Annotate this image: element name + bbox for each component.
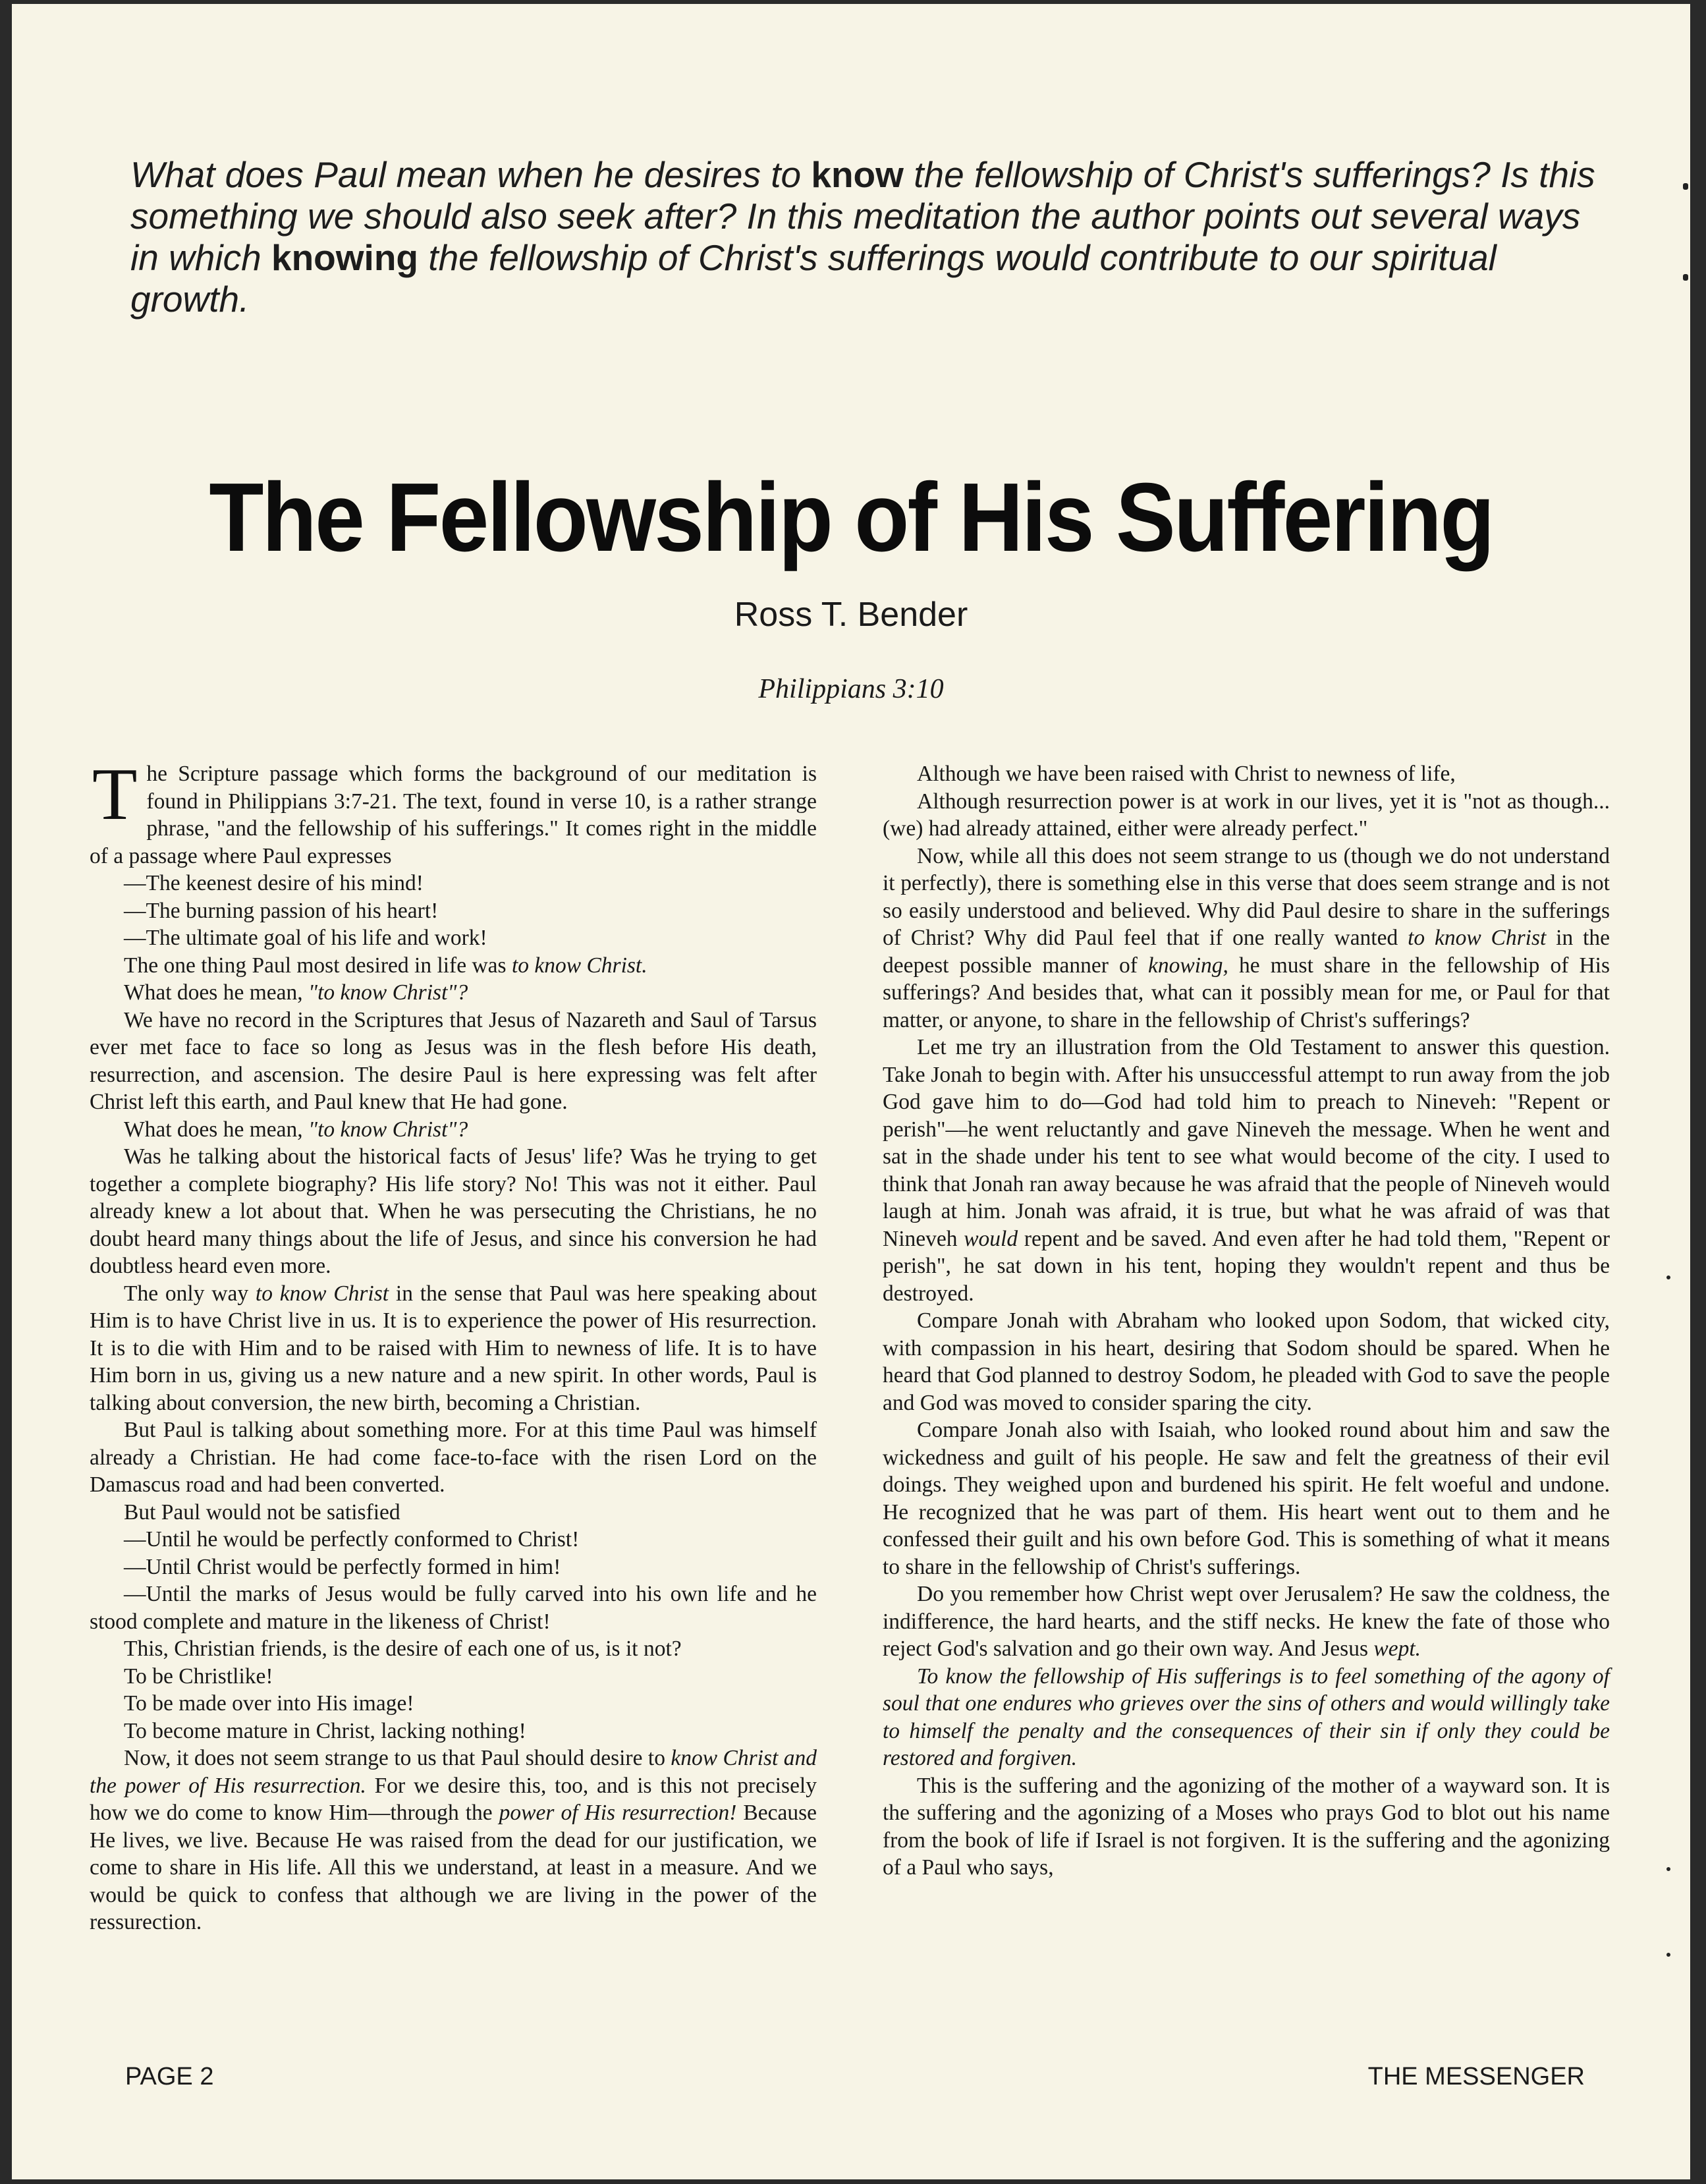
- paragraph: This is the suffering and the agonizing of the mother of a wayward son. It is the suffering and the agonizing of a Moses who prays God to blot out his name from the book of life if Israel is not forgiven. It is the suffering and the agonizing of a Paul who says,: [883, 1773, 1610, 1880]
- list-line: —Until the marks of Jesus would be fully carved into his own life and he stood complete and mature in the likeness of Christ!: [90, 1582, 817, 1634]
- paragraph: Although we have been raised with Christ to newness of life,: [917, 762, 1456, 786]
- paragraph: [90, 1280, 817, 1417]
- paragraph-text: in the deepest possible manner of: [883, 926, 1610, 978]
- paragraph-text: Now, while all this does not seem strange to us (though we do not understand it perfectly), there is something else in this verse that does seem strange and is not so easily understood and believed. Why did Paul desire to share in the sufferings of Christ? Why did Paul feel that if one really wanted: [883, 843, 1610, 950]
- intro-text-3: the fellowship of Christ's sufferings would contribute to our spiritual growth.: [130, 237, 1497, 320]
- paragraph: Compare Jonah with Abraham who looked upon Sodom, that wicked city, with compassion in his heart, desiring that Sodom should be spared. When he heard that God planned to destroy Sodom, he pleaded with God to save the people and God was moved to consider sparing the city.: [883, 1308, 1610, 1415]
- paragraph: [90, 754, 817, 870]
- paragraph: [90, 1745, 817, 1936]
- list-line: To be Christlike!: [124, 1664, 273, 1689]
- italic-phrase: power of His resurrection!: [499, 1801, 737, 1825]
- italic-phrase: to know Christ: [1408, 926, 1547, 950]
- article-author: Ross T. Bender: [734, 596, 968, 634]
- paragraph-text: Do you remember how Christ wept over Jerusalem? He saw the coldness, the indifference, the hard hearts, and the stiff necks. He knew the fate of those who reject God's salvation and go their own way. And Jesus: [883, 1582, 1610, 1661]
- paragraph-text: What does he mean,: [124, 1117, 308, 1142]
- italic-phrase: wept.: [1373, 1637, 1421, 1661]
- list-line: —Until he would be perfectly conformed to Christ!: [124, 1527, 580, 1552]
- paragraph-text: Because He lives, we live. Because He was raised from the dead for our justification, we come to share in His life. All this we understand, at least in a measure. And we would be quick to confess that although we are living in the power of the ressurection.: [90, 1801, 817, 1934]
- intro-text-1: What does Paul mean when he desires to: [130, 154, 812, 195]
- paragraph: [90, 1116, 817, 1144]
- paragraph-text: Now, it does not seem strange to us that Paul should desire to: [124, 1746, 671, 1770]
- paragraph-text: he Scripture passage which forms the background of our meditation is found in Philippians 3:7-21. The text, found in verse 10, is a rather strange phrase, "and the fellowship of his sufferings." It comes right in the middle of a passage where Paul expresses: [90, 762, 817, 868]
- intro-bold-know: know: [811, 154, 904, 195]
- paragraph-text: he must share in the fellowship of His sufferings? And besides that, what can it possibly mean for me, or Paul for that matter, or anyone, to share in the fellowship of Christ's sufferings?: [883, 953, 1610, 1032]
- page: [12, 4, 1690, 2179]
- list-line: —The ultimate goal of his life and work!: [124, 926, 487, 950]
- page-number: PAGE 2: [125, 2063, 214, 2090]
- left-column: [90, 754, 817, 1936]
- scan-speck: [1666, 1867, 1670, 1871]
- italic-paragraph: To know the fellowship of His sufferings is to feel something of the agony of soul that one endures who grieves over the sins of others and would willingly take to himself the penalty and the consequences of their sin if only they could be restored and forgiven.: [883, 1664, 1610, 1770]
- paragraph-text: in the sense that Paul was here speaking about Him is to have Christ live in us. It is to experience the power of His resurrection. It is to die with Him and to be raised with Him to newness of life. It is to have Him born in us, giving us a new nature and a new spirit. In other words, Paul is talking about conversion, the new birth, becoming a Christian.: [90, 1281, 817, 1415]
- list-line: —Until Christ would be perfectly formed in him!: [124, 1554, 561, 1579]
- list-line: To be made over into His image!: [124, 1691, 414, 1716]
- italic-phrase: know Christ and the power of His resurrection.: [90, 1746, 817, 1798]
- scan-speck: [1666, 1953, 1670, 1957]
- scripture-reference: Philippians 3:10: [758, 674, 944, 704]
- italic-phrase: to know Christ.: [511, 953, 647, 978]
- paragraph: Was he talking about the historical facts of Jesus' life? Was he trying to get together a complete biography? His life story? No! This was not it either. Paul already knew a lot about that. When he was persecuting the Christians, he no doubt heard many things about the life of Jesus, and since his conversion he had doubtless heard even more.: [90, 1144, 817, 1278]
- italic-phrase: would: [964, 1226, 1018, 1251]
- paragraph-text: The only way: [124, 1281, 256, 1306]
- paragraph: [90, 979, 817, 1007]
- paragraph-text: The one thing Paul most desired in life was: [124, 953, 512, 978]
- paragraph-text: For we desire this, too, and is this not precisely how we do come to know Him—through the: [90, 1773, 817, 1825]
- paragraph: But Paul would not be satisfied: [124, 1499, 400, 1525]
- publication-name: THE MESSENGER: [1367, 2063, 1585, 2090]
- paragraph: [883, 843, 1610, 1034]
- intro-text-2: the fellowship of Christ's sufferings? Is this something we should also seek after? In this meditation the author points out several ways in which: [130, 154, 1595, 278]
- scan-speck: [1666, 1275, 1670, 1279]
- intro-blurb: [130, 154, 1599, 320]
- paragraph: But Paul is talking about something more. For at this time Paul was himself already a Christian. He had come face-to-face with the risen Lord on the Damascus road and had been converted.: [90, 1418, 817, 1497]
- paragraph: We have no record in the Scriptures that Jesus of Nazareth and Saul of Tarsus ever met face to face so long as Jesus was in the flesh before His death, resurrection, and ascension. The desire Paul is here expressing was felt after Christ left this earth, and Paul knew that He had gone.: [90, 1007, 817, 1114]
- paragraph: Compare Jonah also with Isaiah, who looked round about him and saw the wickedness and guilt of his people. He saw and felt the greatness of their evil doings. They weighed upon and burdened his spirit. He felt woeful and undone. He recognized that he was part of them. His heart went out to them and he confessed their guilt and his own before God. This is something of what it means to share in the fellowship of Christ's sufferings.: [883, 1418, 1610, 1579]
- paragraph-text: repent and be saved. And even after he had told them, "Repent or perish", he sat down in his tent, hoping they wouldn't repent and thus be destroyed.: [883, 1226, 1610, 1306]
- scan-speck: [1683, 274, 1688, 281]
- paragraph: [883, 1034, 1610, 1307]
- italic-phrase: knowing,: [1148, 953, 1228, 978]
- paragraph: This, Christian friends, is the desire of each one of us, is it not?: [124, 1637, 682, 1661]
- paragraph: Although resurrection power is at work in our lives, yet it is "not as though...(we) had already attained, either were already perfect.": [883, 789, 1610, 841]
- drop-cap: T: [92, 754, 138, 835]
- paragraph-text: Let me try an illustration from the Old Testament to answer this question. Take Jonah to begin with. After his unsuccessful attempt to run away from the job God gave him to do—God had told him to preach to Nineveh: "Repent or perish"—he went reluctantly and gave Nineveh the message. When he went and sat in the shade under his tent to see what would become of the city. I used to think that Jonah ran away because he was afraid that the people of Nineveh would laugh at him. Jonah was afraid, it is true, but what he was afraid of was that Nineveh: [883, 1035, 1610, 1251]
- list-line: —The keenest desire of his mind!: [124, 871, 424, 895]
- italic-phrase: to know Christ: [255, 1281, 389, 1306]
- paragraph-text: What does he mean,: [124, 980, 308, 1005]
- article-title: The Fellowship of His Suffering: [209, 463, 1493, 572]
- right-column: [883, 760, 1610, 1882]
- paragraph: [90, 952, 817, 980]
- scan-speck: [1683, 183, 1688, 190]
- intro-bold-knowing: knowing: [271, 237, 419, 278]
- italic-phrase: "to know Christ"?: [308, 980, 468, 1005]
- list-line: To become mature in Christ, lacking nothing!: [124, 1718, 526, 1743]
- italic-phrase: "to know Christ"?: [308, 1117, 468, 1142]
- list-line: —The burning passion of his heart!: [124, 898, 439, 923]
- paragraph: [883, 1581, 1610, 1663]
